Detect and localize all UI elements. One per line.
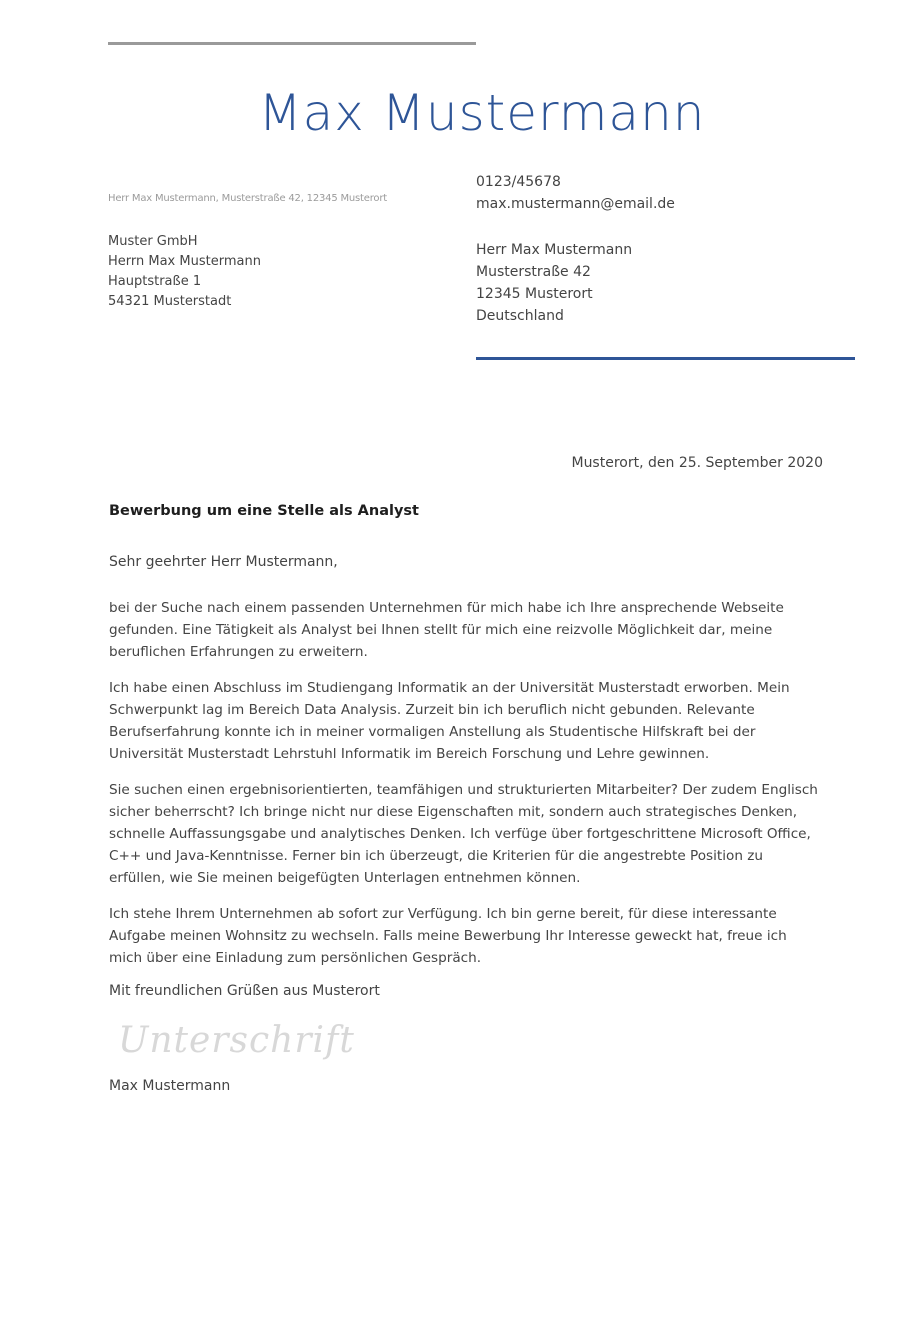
return-address-line: Herr Max Mustermann, Musterstraße 42, 12345 Musterort xyxy=(108,193,387,204)
letter-subject: Bewerbung um eine Stelle als Analyst xyxy=(109,503,419,519)
contact-block xyxy=(476,171,675,215)
sender-line: 12345 Musterort xyxy=(476,286,593,302)
sender-line: Musterstraße 42 xyxy=(476,264,591,280)
email-address: max.mustermann@email.de xyxy=(476,196,675,212)
signer-name: Max Mustermann xyxy=(109,1078,231,1094)
letter-salutation: Sehr geehrter Herr Mustermann, xyxy=(109,554,338,570)
applicant-name-heading xyxy=(0,84,910,142)
body-paragraph: Ich stehe Ihrem Unternehmen ab sofort zur Verfügung. Ich bin gerne bereit, für diese interessante Aufgabe meinen Wohnsitz zu wechseln. Falls meine Bewerbung Ihr Interesse geweckt hat, freue ich mich über eine Einladung zum persönlichen Gespräch. xyxy=(109,906,787,966)
letter-date: Musterort, den 25. September 2020 xyxy=(571,455,823,471)
header-top-rule xyxy=(108,42,476,45)
letter-body xyxy=(109,597,821,983)
letter-closing: Mit freundlichen Grüßen aus Musterort xyxy=(109,983,380,999)
body-paragraph: Ich habe einen Abschluss im Studiengang Informatik an der Universität Musterstadt erworben. Mein Schwerpunkt lag im Bereich Data Analysis. Zurzeit bin ich beruflich nicht gebunden. Relevante Berufserfahrung konnte ich in meiner vormaligen Anstellung als Studentische Hilfskraft bei der Universität Musterstadt Lehrstuhl Informatik im Bereich Forschung und Lehre gewinnen. xyxy=(109,680,790,762)
signature-placeholder: Unterschrift xyxy=(118,1020,355,1061)
body-paragraph: bei der Suche nach einem passenden Unternehmen für mich habe ich Ihre ansprechende Webseite gefunden. Eine Tätigkeit als Analyst bei Ihnen stellt für mich eine reizvolle Möglichkeit dar, meine beruflichen Erfahrungen zu erweitern. xyxy=(109,600,784,660)
sender-line: Deutschland xyxy=(476,308,564,324)
sender-line: Herr Max Mustermann xyxy=(476,242,633,258)
recipient-address-block xyxy=(108,232,261,312)
sender-address-block xyxy=(476,239,632,327)
applicant-name-text: Max Mustermann xyxy=(258,84,706,142)
body-paragraph: Sie suchen einen ergebnisorientierten, teamfähigen und strukturierten Mitarbeiter? Der zudem Englisch sicher beherrscht? Ich bringe nicht nur diese Eigenschaften mit, sondern auch strategisches Denken, schnelle Auffassungsgabe und analytisches Denken. Ich verfüge über fortgeschrittene Microsoft Office, C++ und Java-Kenntnisse. Ferner bin ich überzeugt, die Kriterien für die angestrebte Position zu erfüllen, wie Sie meinen beigefügten Unterlagen entnehmen können. xyxy=(109,782,818,886)
sender-accent-rule xyxy=(476,357,855,360)
recipient-line: Herrn Max Mustermann xyxy=(108,254,261,269)
recipient-line: 54321 Musterstadt xyxy=(108,294,232,309)
recipient-line: Muster GmbH xyxy=(108,234,198,249)
recipient-line: Hauptstraße 1 xyxy=(108,274,202,289)
phone-number: 0123/45678 xyxy=(476,174,561,190)
